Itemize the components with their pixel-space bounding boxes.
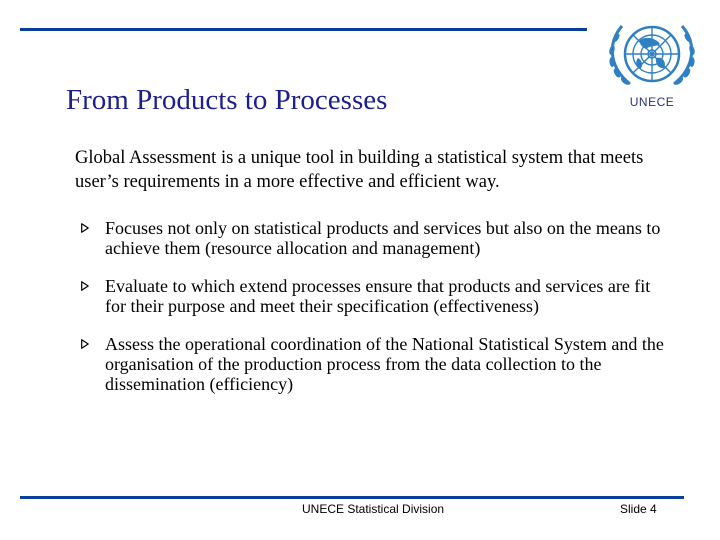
bullet-text: Evaluate to which extend processes ensure that products and services are fit for their purpose and meet their specification (effectiveness) (105, 276, 651, 316)
arrowhead-right-icon (81, 339, 89, 349)
footer-organization: UNECE Statistical Division (302, 502, 445, 516)
bullet-item (75, 334, 675, 394)
footer-rule (20, 496, 684, 499)
un-emblem-icon (600, 14, 704, 94)
slide-title: From Products to Processes (66, 84, 388, 116)
bullet-item (75, 218, 675, 258)
un-emblem-logo (600, 14, 704, 114)
header-rule (20, 28, 587, 31)
intro-paragraph: Global Assessment is a unique tool in building a statistical system that meets user’s requirements in a more effective and efficient way. (75, 148, 644, 192)
bullet-item (75, 276, 675, 316)
bullet-list (75, 218, 675, 394)
bullet-text: Focuses not only on statistical products and services but also on the means to achieve them (resource allocation and management) (105, 218, 661, 258)
arrowhead-right-icon (81, 223, 89, 233)
bullet-text: Assess the operational coordination of the National Statistical System and the organisation of the production process from the data collection to the dissemination (efficiency) (105, 334, 664, 394)
arrowhead-right-icon (81, 281, 89, 291)
unece-logo-label: UNECE (629, 95, 675, 109)
slide-number: Slide 4 (620, 502, 657, 516)
